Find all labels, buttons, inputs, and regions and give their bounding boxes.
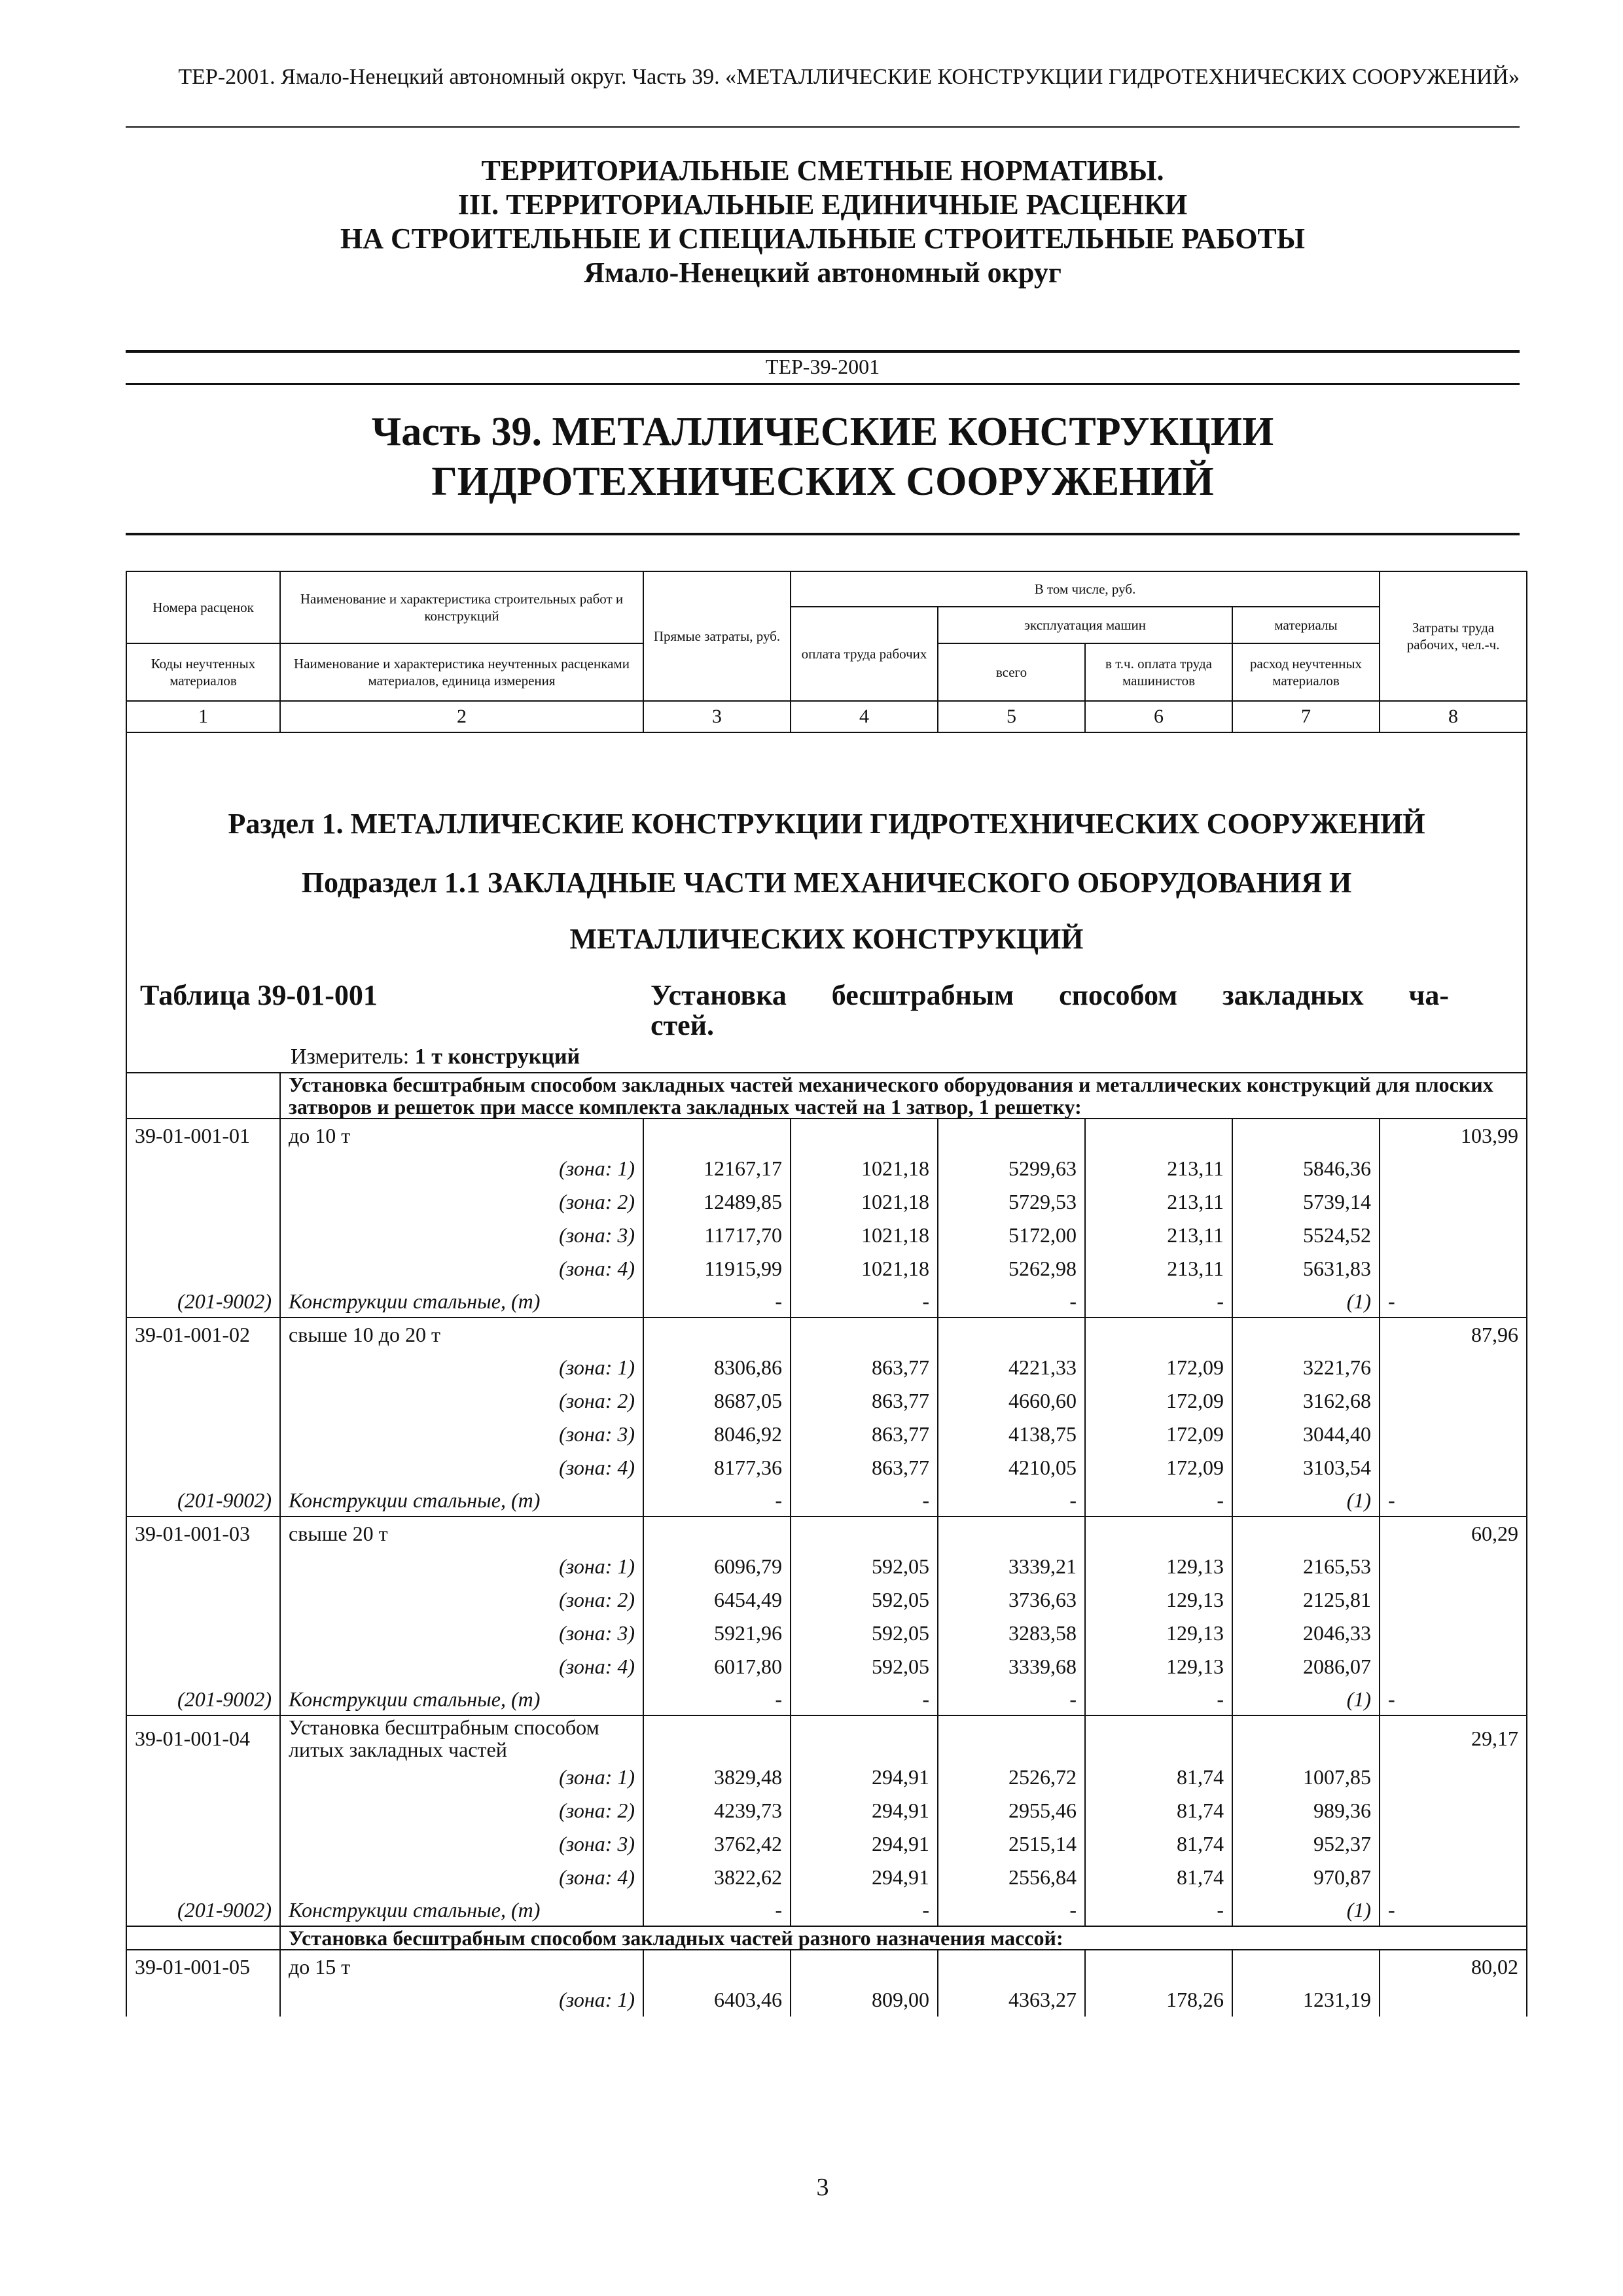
direct-cost: 11717,70 xyxy=(643,1219,791,1252)
resource-dash: - xyxy=(643,1484,791,1516)
empty-cell xyxy=(1380,1550,1527,1583)
resource-dash: - xyxy=(643,1894,791,1926)
zone-label: (зона: 4) xyxy=(280,1252,643,1285)
rate-code: 39-01-001-04 xyxy=(126,1715,280,1761)
machines-total: 4210,05 xyxy=(938,1451,1085,1484)
zone-row xyxy=(126,1384,1527,1418)
labor-pay: 863,77 xyxy=(791,1351,938,1384)
machines-total: 4221,33 xyxy=(938,1351,1085,1384)
table-name xyxy=(651,980,1449,1041)
resource-row xyxy=(126,1285,1527,1318)
rate-code-row xyxy=(126,1318,1527,1351)
direct-cost: 12489,85 xyxy=(643,1185,791,1219)
labor-pay: 294,91 xyxy=(791,1794,938,1827)
materials-cost: 2086,07 xyxy=(1232,1650,1380,1683)
empty-cell xyxy=(126,1650,280,1683)
materials-cost: 2165,53 xyxy=(1232,1550,1380,1583)
zone-row xyxy=(126,1351,1527,1384)
machines-total: 2955,46 xyxy=(938,1794,1085,1827)
empty-cell xyxy=(1232,1318,1380,1351)
table-heading xyxy=(126,967,1527,1073)
resource-code: (201-9002) xyxy=(126,1484,280,1516)
empty-cell xyxy=(1085,1950,1232,1983)
empty-cell xyxy=(126,1384,280,1418)
zone-row xyxy=(126,1617,1527,1650)
zone-label: (зона: 1) xyxy=(280,1983,643,2017)
rate-code: 39-01-001-05 xyxy=(126,1950,280,1983)
resource-dash: - xyxy=(1380,1484,1527,1516)
empty-cell xyxy=(1380,1384,1527,1418)
labor-pay: 1021,18 xyxy=(791,1152,938,1185)
machines-total: 5172,00 xyxy=(938,1219,1085,1252)
materials-cost: 3044,40 xyxy=(1232,1418,1380,1451)
empty-cell xyxy=(1085,1715,1232,1761)
empty-cell xyxy=(1380,1583,1527,1617)
empty-cell xyxy=(1380,1761,1527,1794)
operators-pay: 81,74 xyxy=(1085,1761,1232,1794)
empty-cell xyxy=(1380,1827,1527,1861)
machines-header: эксплуатация машин xyxy=(938,607,1232,643)
rate-name: свыше 20 т xyxy=(280,1516,643,1550)
direct-cost: 12167,17 xyxy=(643,1152,791,1185)
subsection-heading xyxy=(126,855,1527,967)
part-title xyxy=(126,407,1520,507)
empty-cell xyxy=(791,1318,938,1351)
labor-pay: 863,77 xyxy=(791,1384,938,1418)
materials-cost: 5846,36 xyxy=(1232,1152,1380,1185)
rate-code-row xyxy=(126,1119,1527,1152)
resource-name: Конструкции стальные, (т) xyxy=(280,1894,643,1926)
resource-code: (201-9002) xyxy=(126,1683,280,1715)
operators-pay: 172,09 xyxy=(1085,1451,1232,1484)
empty-cell xyxy=(126,1761,280,1794)
empty-cell xyxy=(1380,1451,1527,1484)
resource-dash: - xyxy=(1380,1683,1527,1715)
rate-code-row xyxy=(126,1516,1527,1550)
resource-row xyxy=(126,1683,1527,1715)
empty-cell xyxy=(791,1950,938,1983)
direct-cost: 4239,73 xyxy=(643,1794,791,1827)
labor-cost: 103,99 xyxy=(1380,1119,1527,1152)
empty-cell xyxy=(126,1252,280,1285)
machines-total: 4363,27 xyxy=(938,1983,1085,2017)
empty-cell xyxy=(1380,1794,1527,1827)
running-header xyxy=(126,60,1520,94)
col2-header-bottom: Наименование и характеристика неучтенных расценками материалов, единица измерения xyxy=(280,643,643,701)
empty-cell xyxy=(126,1418,280,1451)
column-number: 5 xyxy=(938,701,1085,732)
operators-pay: 213,11 xyxy=(1085,1185,1232,1219)
zone-label: (зона: 1) xyxy=(280,1351,643,1384)
machines-total: 2515,14 xyxy=(938,1827,1085,1861)
materials-cost: 952,37 xyxy=(1232,1827,1380,1861)
operators-pay: 129,13 xyxy=(1085,1550,1232,1583)
zone-label: (зона: 2) xyxy=(280,1185,643,1219)
zone-row xyxy=(126,1152,1527,1185)
rate-code: 39-01-001-03 xyxy=(126,1516,280,1550)
labor-cost: 80,02 xyxy=(1380,1950,1527,1983)
empty-cell xyxy=(791,1119,938,1152)
empty-cell xyxy=(126,1451,280,1484)
empty-cell xyxy=(938,1318,1085,1351)
operators-pay: 129,13 xyxy=(1085,1617,1232,1650)
labor-cost: 29,17 xyxy=(1380,1715,1527,1761)
resource-name: Конструкции стальные, (т) xyxy=(280,1285,643,1318)
direct-cost: 6403,46 xyxy=(643,1983,791,2017)
resource-dash: - xyxy=(791,1484,938,1516)
labor-pay: 1021,18 xyxy=(791,1185,938,1219)
empty-cell xyxy=(126,1550,280,1583)
resource-dash: - xyxy=(1085,1484,1232,1516)
materials-header: материалы xyxy=(1232,607,1380,643)
materials-cost: 5631,83 xyxy=(1232,1252,1380,1285)
code-rule-bottom xyxy=(126,383,1520,385)
zone-row xyxy=(126,1219,1527,1252)
operators-pay-header: в т.ч. оплата труда машинистов xyxy=(1085,643,1232,701)
resource-dash: - xyxy=(1380,1285,1527,1318)
empty-cell xyxy=(126,1983,280,2017)
col1-header-top: Номера расценок xyxy=(126,571,280,643)
empty-cell xyxy=(1380,1861,1527,1894)
operators-pay: 81,74 xyxy=(1085,1861,1232,1894)
empty-cell xyxy=(938,1715,1085,1761)
empty-cell xyxy=(1085,1119,1232,1152)
subsection-line-2: МЕТАЛЛИЧЕСКИХ КОНСТРУКЦИЙ xyxy=(569,923,1084,955)
machines-total: 4660,60 xyxy=(938,1384,1085,1418)
title-line-3: НА СТРОИТЕЛЬНЫЕ И СПЕЦИАЛЬНЫЕ СТРОИТЕЛЬНЫЕ РАБОТЫ xyxy=(340,223,1305,255)
materials-cost: 989,36 xyxy=(1232,1794,1380,1827)
zone-row xyxy=(126,1252,1527,1285)
zone-label: (зона: 2) xyxy=(280,1384,643,1418)
labor-pay: 592,05 xyxy=(791,1617,938,1650)
empty-cell xyxy=(938,1950,1085,1983)
machines-total: 2556,84 xyxy=(938,1861,1085,1894)
direct-cost: 8687,05 xyxy=(643,1384,791,1418)
table-name-line-1: Установка бесштрабным способом закладных ча- xyxy=(651,979,1449,1011)
zone-row xyxy=(126,1185,1527,1219)
labor-pay: 592,05 xyxy=(791,1583,938,1617)
group-row xyxy=(126,1926,1527,1950)
empty-cell xyxy=(1232,1715,1380,1761)
empty-cell xyxy=(126,1073,280,1119)
zone-row xyxy=(126,1861,1527,1894)
empty-cell xyxy=(1232,1950,1380,1983)
group-heading: Установка бесштрабным способом закладных частей разного назначения массой: xyxy=(280,1926,1527,1950)
empty-cell xyxy=(1085,1516,1232,1550)
machines-total: 5729,53 xyxy=(938,1185,1085,1219)
machines-total: 3339,21 xyxy=(938,1550,1085,1583)
zone-label: (зона: 3) xyxy=(280,1827,643,1861)
empty-cell xyxy=(643,1318,791,1351)
direct-cost: 3822,62 xyxy=(643,1861,791,1894)
operators-pay: 172,09 xyxy=(1085,1351,1232,1384)
zone-label: (зона: 4) xyxy=(280,1451,643,1484)
empty-cell xyxy=(126,1583,280,1617)
rate-name: до 10 т xyxy=(280,1119,643,1152)
rate-name: до 15 т xyxy=(280,1950,643,1983)
empty-cell xyxy=(1232,1516,1380,1550)
machines-total: 2526,72 xyxy=(938,1761,1085,1794)
empty-cell xyxy=(126,1152,280,1185)
operators-pay: 178,26 xyxy=(1085,1983,1232,2017)
materials-cost: 970,87 xyxy=(1232,1861,1380,1894)
empty-cell xyxy=(643,1119,791,1152)
table-name-line-2: стей. xyxy=(651,1009,715,1041)
labor-pay-header: оплата труда рабочих xyxy=(791,607,938,701)
header-rule xyxy=(126,126,1520,128)
unaccounted-header: расход неучтенных материалов xyxy=(1232,643,1380,701)
labor-pay: 809,00 xyxy=(791,1983,938,2017)
code-rule-top xyxy=(126,350,1520,353)
meter-label: Измеритель: xyxy=(291,1045,410,1069)
zone-row xyxy=(126,1550,1527,1583)
subsection-line-1: Подраздел 1.1 ЗАКЛАДНЫЕ ЧАСТИ МЕХАНИЧЕСКОГО ОБОРУДОВАНИЯ И xyxy=(301,867,1352,899)
machines-total: 3339,68 xyxy=(938,1650,1085,1683)
empty-cell xyxy=(1380,1983,1527,2017)
labor-pay: 863,77 xyxy=(791,1451,938,1484)
column-number: 1 xyxy=(126,701,280,732)
resource-dash: - xyxy=(938,1894,1085,1926)
title-line-4: Ямало-Ненецкий автономный округ xyxy=(584,257,1061,289)
zone-label: (зона: 2) xyxy=(280,1583,643,1617)
col3-header: Прямые затраты, руб. xyxy=(643,571,791,701)
direct-cost: 8046,92 xyxy=(643,1418,791,1451)
zone-label: (зона: 1) xyxy=(280,1550,643,1583)
direct-cost: 8306,86 xyxy=(643,1351,791,1384)
part-title-line-2: ГИДРОТЕХНИЧЕСКИХ СООРУЖЕНИЙ xyxy=(431,459,1214,504)
zone-label: (зона: 3) xyxy=(280,1219,643,1252)
empty-cell xyxy=(126,1219,280,1252)
zone-label: (зона: 4) xyxy=(280,1861,643,1894)
group-row xyxy=(126,1073,1527,1119)
resource-dash: - xyxy=(938,1484,1085,1516)
empty-cell xyxy=(1380,1650,1527,1683)
direct-cost: 6096,79 xyxy=(643,1550,791,1583)
empty-cell xyxy=(126,1861,280,1894)
materials-cost: 3162,68 xyxy=(1232,1384,1380,1418)
materials-cost: 3221,76 xyxy=(1232,1351,1380,1384)
group-heading: Установка бесштрабным способом закладных частей механического оборудования и металлических конструкций для плоских затворов и решеток при массе комплекта закладных частей на 1 затвор, 1 решетку: xyxy=(280,1073,1527,1119)
empty-cell xyxy=(1380,1152,1527,1185)
empty-cell xyxy=(126,1185,280,1219)
materials-cost: 5524,52 xyxy=(1232,1219,1380,1252)
column-number: 3 xyxy=(643,701,791,732)
zone-row xyxy=(126,1794,1527,1827)
rate-name: свыше 10 до 20 т xyxy=(280,1318,643,1351)
zone-label: (зона: 4) xyxy=(280,1650,643,1683)
machines-total: 3283,58 xyxy=(938,1617,1085,1650)
section-heading: Раздел 1. МЕТАЛЛИЧЕСКИЕ КОНСТРУКЦИИ ГИДРОТЕХНИЧЕСКИХ СООРУЖЕНИЙ xyxy=(126,792,1527,855)
page-number: 3 xyxy=(816,2174,829,2201)
labor-pay: 1021,18 xyxy=(791,1219,938,1252)
empty-cell xyxy=(938,1119,1085,1152)
zone-row xyxy=(126,1583,1527,1617)
zone-row xyxy=(126,1827,1527,1861)
document-title xyxy=(126,154,1520,290)
labor-cost: 60,29 xyxy=(1380,1516,1527,1550)
empty-cell xyxy=(791,1516,938,1550)
zone-label: (зона: 3) xyxy=(280,1617,643,1650)
zone-row xyxy=(126,1983,1527,2017)
direct-cost: 6454,49 xyxy=(643,1583,791,1617)
rate-name: Установка бесштрабным способом литых закладных частей xyxy=(280,1715,643,1761)
machines-total: 4138,75 xyxy=(938,1418,1085,1451)
operators-pay: 213,11 xyxy=(1085,1252,1232,1285)
labor-pay: 294,91 xyxy=(791,1827,938,1861)
empty-cell xyxy=(126,1794,280,1827)
empty-cell xyxy=(938,1516,1085,1550)
empty-cell xyxy=(126,1926,280,1950)
labor-cost: 87,96 xyxy=(1380,1318,1527,1351)
table-label: Таблица 39-01-001 xyxy=(140,979,378,1011)
rate-code: 39-01-001-02 xyxy=(126,1318,280,1351)
resource-dash: - xyxy=(643,1683,791,1715)
empty-cell xyxy=(643,1516,791,1550)
empty-cell xyxy=(791,1715,938,1761)
empty-cell xyxy=(126,1351,280,1384)
operators-pay: 129,13 xyxy=(1085,1583,1232,1617)
resource-name: Конструкции стальные, (т) xyxy=(280,1683,643,1715)
part-rule xyxy=(126,533,1520,535)
column-number: 4 xyxy=(791,701,938,732)
zone-row xyxy=(126,1451,1527,1484)
machines-total: 3736,63 xyxy=(938,1583,1085,1617)
empty-cell xyxy=(1232,1119,1380,1152)
direct-cost: 3829,48 xyxy=(643,1761,791,1794)
column-number: 6 xyxy=(1085,701,1232,732)
resource-row xyxy=(126,1484,1527,1516)
operators-pay: 81,74 xyxy=(1085,1827,1232,1861)
materials-cost: 1007,85 xyxy=(1232,1761,1380,1794)
rates-table xyxy=(126,571,1527,2017)
zone-row xyxy=(126,1761,1527,1794)
resource-code: (201-9002) xyxy=(126,1894,280,1926)
resource-quantity: (1) xyxy=(1232,1285,1380,1318)
meter-line xyxy=(291,1041,1518,1072)
column-numbers-row xyxy=(126,701,1527,732)
zone-label: (зона: 1) xyxy=(280,1152,643,1185)
zone-label: (зона: 3) xyxy=(280,1418,643,1451)
zone-label: (зона: 1) xyxy=(280,1761,643,1794)
labor-pay: 592,05 xyxy=(791,1650,938,1683)
operators-pay: 81,74 xyxy=(1085,1794,1232,1827)
zone-row xyxy=(126,1650,1527,1683)
machines-total-header: всего xyxy=(938,643,1085,701)
resource-dash: - xyxy=(791,1894,938,1926)
column-number: 7 xyxy=(1232,701,1380,732)
materials-cost: 5739,14 xyxy=(1232,1185,1380,1219)
machines-total: 5299,63 xyxy=(938,1152,1085,1185)
rate-code-row xyxy=(126,1950,1527,1983)
labor-pay: 294,91 xyxy=(791,1861,938,1894)
col8-header: Затраты труда рабочих, чел.-ч. xyxy=(1380,571,1527,701)
machines-total: 5262,98 xyxy=(938,1252,1085,1285)
running-title: ТЕР-2001. Ямало-Ненецкий автономный округ. Часть 39. «МЕТАЛЛИЧЕСКИЕ КОНСТРУКЦИИ ГИДРОТЕХНИЧЕСКИХ СООРУЖЕНИЙ» xyxy=(178,65,1520,89)
column-number: 8 xyxy=(1380,701,1527,732)
resource-dash: - xyxy=(938,1285,1085,1318)
materials-cost: 2125,81 xyxy=(1232,1583,1380,1617)
resource-dash: - xyxy=(1085,1894,1232,1926)
empty-cell xyxy=(1380,1219,1527,1252)
resource-quantity: (1) xyxy=(1232,1894,1380,1926)
resource-dash: - xyxy=(1085,1285,1232,1318)
empty-cell xyxy=(126,1827,280,1861)
labor-pay: 863,77 xyxy=(791,1418,938,1451)
operators-pay: 129,13 xyxy=(1085,1650,1232,1683)
empty-cell xyxy=(1380,1617,1527,1650)
rate-code: 39-01-001-01 xyxy=(126,1119,280,1152)
title-line-2: III. ТЕРРИТОРИАЛЬНЫЕ ЕДИНИЧНЫЕ РАСЦЕНКИ xyxy=(457,188,1188,221)
zone-label: (зона: 2) xyxy=(280,1794,643,1827)
resource-dash: - xyxy=(938,1683,1085,1715)
direct-cost: 6017,80 xyxy=(643,1650,791,1683)
resource-dash: - xyxy=(791,1683,938,1715)
labor-pay: 1021,18 xyxy=(791,1252,938,1285)
empty-cell xyxy=(1380,1418,1527,1451)
meter-value: 1 т конструкций xyxy=(414,1045,580,1069)
empty-cell xyxy=(643,1950,791,1983)
incl-header: В том числе, руб. xyxy=(791,571,1380,607)
resource-dash: - xyxy=(1085,1683,1232,1715)
empty-cell xyxy=(643,1715,791,1761)
title-line-1: ТЕРРИТОРИАЛЬНЫЕ СМЕТНЫЕ НОРМАТИВЫ. xyxy=(481,154,1164,187)
resource-code: (201-9002) xyxy=(126,1285,280,1318)
resource-quantity: (1) xyxy=(1232,1683,1380,1715)
rate-code-row xyxy=(126,1715,1527,1761)
document-code: ТЕР-39-2001 xyxy=(765,355,880,378)
materials-cost: 3103,54 xyxy=(1232,1451,1380,1484)
empty-cell xyxy=(1380,1252,1527,1285)
operators-pay: 213,11 xyxy=(1085,1219,1232,1252)
operators-pay: 172,09 xyxy=(1085,1384,1232,1418)
empty-cell xyxy=(126,1617,280,1650)
resource-quantity: (1) xyxy=(1232,1484,1380,1516)
operators-pay: 172,09 xyxy=(1085,1418,1232,1451)
col1-header-bottom: Коды неучтенных материалов xyxy=(126,643,280,701)
empty-cell xyxy=(1380,1185,1527,1219)
zone-row xyxy=(126,1418,1527,1451)
labor-pay: 294,91 xyxy=(791,1761,938,1794)
column-number: 2 xyxy=(280,701,643,732)
direct-cost: 11915,99 xyxy=(643,1252,791,1285)
direct-cost: 8177,36 xyxy=(643,1451,791,1484)
labor-pay: 592,05 xyxy=(791,1550,938,1583)
resource-row xyxy=(126,1894,1527,1926)
empty-cell xyxy=(1380,1351,1527,1384)
resource-dash: - xyxy=(1380,1894,1527,1926)
direct-cost: 5921,96 xyxy=(643,1617,791,1650)
resource-dash: - xyxy=(643,1285,791,1318)
materials-cost: 2046,33 xyxy=(1232,1617,1380,1650)
col2-header-top: Наименование и характеристика строительных работ и конструкций xyxy=(280,571,643,643)
part-title-line-1: Часть 39. МЕТАЛЛИЧЕСКИЕ КОНСТРУКЦИИ xyxy=(371,410,1274,454)
resource-name: Конструкции стальные, (т) xyxy=(280,1484,643,1516)
direct-cost: 3762,42 xyxy=(643,1827,791,1861)
empty-cell xyxy=(1085,1318,1232,1351)
materials-cost: 1231,19 xyxy=(1232,1983,1380,2017)
resource-dash: - xyxy=(791,1285,938,1318)
operators-pay: 213,11 xyxy=(1085,1152,1232,1185)
